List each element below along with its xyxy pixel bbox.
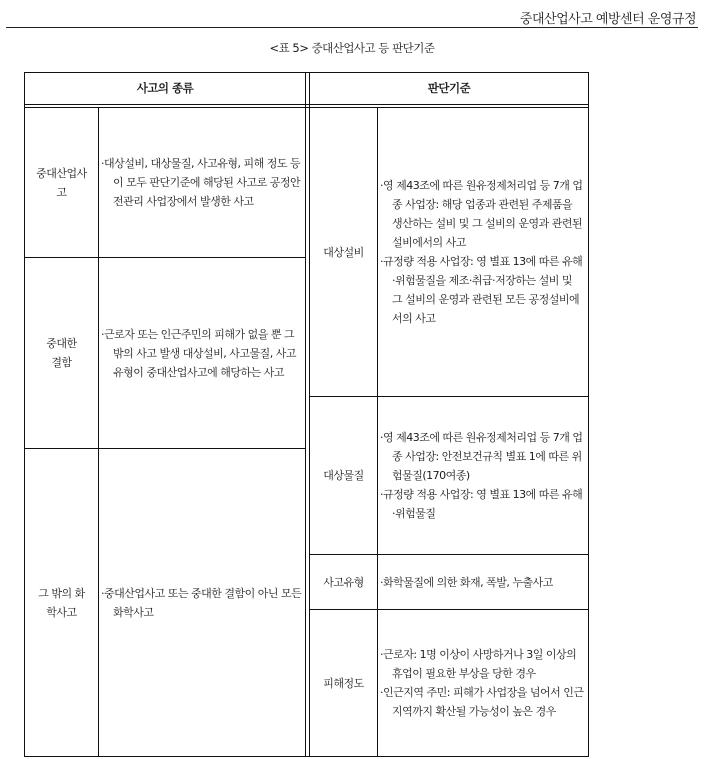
accident-desc-critical-defect <box>99 258 305 448</box>
criteria-name-damage: 피해정도 <box>323 676 364 690</box>
header-rule <box>6 27 698 28</box>
table-right-border <box>588 72 589 757</box>
table-column-divider-left <box>305 72 306 757</box>
criteria-name-substance: 대상물질 <box>323 469 364 482</box>
accident-desc-critical-defect-text: ·근로자 또는 인근주민의 피해가 없을 뿐 그 밖의 사고 발생 대상설비, 사고물질, 사고유형이 중대산업사고에 해당하는 사고 <box>101 327 296 379</box>
accident-name-other-chemical: 그 밖의 화 학사고 <box>38 586 85 619</box>
accident-desc-other-chemical-text: ·중대산업사고 또는 중대한 결함이 아닌 모든 화학사고 <box>101 586 302 619</box>
criteria-name-equipment: 대상설비 <box>323 245 364 259</box>
criteria-detail-substance <box>378 397 588 554</box>
header-divider-top <box>24 104 589 105</box>
accident-desc-other-chemical <box>99 449 305 756</box>
criteria-detail-accident-type <box>378 555 588 609</box>
accident-desc-major <box>99 108 305 257</box>
criteria-detail-equipment <box>378 108 588 396</box>
criteria-damage-item: ·근로자: 1명 이상이 사망하거나 3일 이상의 휴업이 필요한 부상을 당한 경우 <box>380 648 577 680</box>
table-caption: <표 5> 중대산업사고 등 판단기준 <box>269 41 435 55</box>
criteria-substance-item: ·영 제43조에 따른 원유정제처리업 등 7개 업종 사업장: 안전보건규칙 별표 1에 따른 위험물질(170여종) <box>380 431 583 482</box>
table-bottom-border <box>24 756 589 757</box>
criteria-detail-damage <box>378 610 588 756</box>
accident-name-critical-defect: 중대한 결함 <box>46 337 77 369</box>
criteria-damage-item: ·인근지역 주민: 피해가 사업장을 넘어서 인근 지역까지 확산될 가능성이 높은 경우 <box>380 686 584 718</box>
document-header-title: 중대산업사고 예방센터 운영규정 <box>519 12 696 27</box>
accident-desc-major-text: ·대상설비, 대상물질, 사고유형, 피해 정도 등이 모두 판단기준에 해당된 사고로 공정안전관리 사업장에서 발생한 사고 <box>101 157 301 208</box>
criteria-equipment-item: ·규정량 적용 사업장: 영 별표 13에 따른 유해·위험물질을 제조·취급·저장하는 설비 및 그 설비의 운영과 관련된 모든 공정설비에서의 사고 <box>380 255 583 325</box>
criteria-accident-type-item: ·화학물질에 의한 화재, 폭발, 누출사고 <box>380 575 553 589</box>
criteria-equipment-item: ·영 제43조에 따른 원유정제처리업 등 7개 업종 사업장: 해당 업종과 관련된 주제품을 생산하는 설비 및 그 설비의 운영과 관련된 설비에서의 사고 <box>380 179 583 249</box>
accident-name-major: 중대산업사 고 <box>36 166 87 199</box>
header-accident-type: 사고의 종류 <box>136 81 194 95</box>
criteria-name-accident-type: 사고유형 <box>323 575 364 589</box>
criteria-substance-item: ·규정량 적용 사업장: 영 별표 13에 따른 유해·위험물질 <box>380 488 583 520</box>
header-criteria: 판단기준 <box>427 81 471 95</box>
